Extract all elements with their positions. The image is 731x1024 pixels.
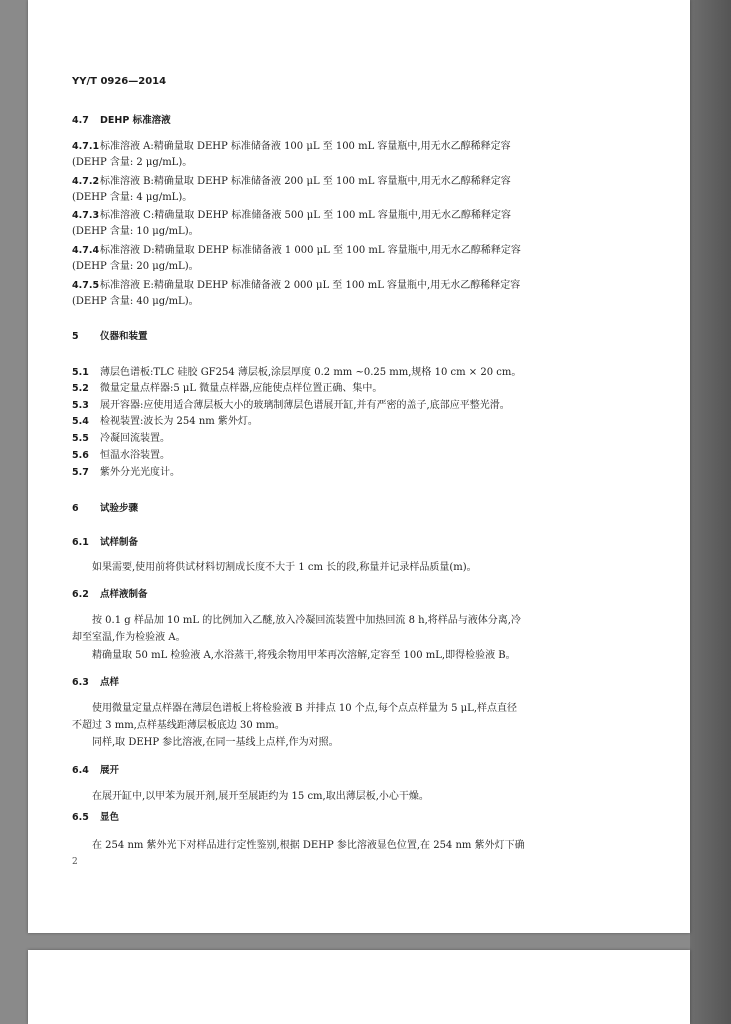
- section-6-4-paragraph: 在展开缸中,以甲苯为展开剂,展开至展距约为 15 cm,取出薄层板,小心干燥。: [92, 791, 429, 802]
- clause-4-7-2: 4.7.2标准溶液 B:精确量取 DEHP 标准储备液 200 μL 至 100 mL 容量瓶中,用无水乙醇稀释定容: [72, 176, 511, 187]
- section-6-3-heading: 6.3 点样: [72, 677, 120, 688]
- viewer-scroll-gutter: [690, 0, 731, 1024]
- clause-4-7-4: 4.7.4标准溶液 D:精确量取 DEHP 标准储备液 1 000 μL 至 100 mL 容量瓶中,用无水乙醇稀释定容: [72, 245, 521, 256]
- page-number: 2: [72, 857, 78, 867]
- section-5-heading: 5 仪器和装置: [72, 331, 148, 342]
- section-6-2-paragraph-1-cont: 却至室温,作为检验液 A。: [72, 632, 186, 643]
- clause-5-4: 5.4 检视装置:波长为 254 nm 紫外灯。: [72, 416, 258, 427]
- section-4-7-heading: 4.7 DEHP 标准溶液: [72, 115, 171, 126]
- next-document-page: [28, 950, 690, 1024]
- clause-4-7-4-cont: (DEHP 含量: 20 μg/mL)。: [72, 261, 199, 272]
- clause-4-7-3: 4.7.3标准溶液 C:精确量取 DEHP 标准储备液 500 μL 至 100 mL 容量瓶中,用无水乙醇稀释定容: [72, 210, 512, 221]
- clause-4-7-1-cont: (DEHP 含量: 2 μg/mL)。: [72, 157, 193, 168]
- clause-5-1: 5.1 薄层色谱板:TLC 硅胶 GF254 薄层板,涂层厚度 0.2 mm ~0.25 mm,规格 10 cm × 20 cm。: [72, 367, 522, 378]
- clause-4-7-5: 4.7.5标准溶液 E:精确量取 DEHP 标准储备液 2 000 μL 至 100 mL 容量瓶中,用无水乙醇稀释定容: [72, 280, 521, 291]
- standard-header: YY/T 0926—2014: [72, 76, 167, 87]
- clause-5-3: 5.3 展开容器:应使用适合薄层板大小的玻璃制薄层色谱展开缸,并有严密的盖子,底部应平整光滑。: [72, 400, 510, 411]
- section-6-5-paragraph: 在 254 nm 紫外光下对样品进行定性鉴别,根据 DEHP 参比溶液显色位置,在 254 nm 紫外灯下确: [92, 840, 525, 851]
- section-6-4-heading: 6.4 展开: [72, 765, 120, 776]
- section-6-2-heading: 6.2 点样液制备: [72, 589, 148, 600]
- clause-5-6: 5.6 恒温水浴装置。: [72, 450, 170, 461]
- clause-4-7-1: 4.7.1标准溶液 A:精确量取 DEHP 标准储备液 100 μL 至 100 mL 容量瓶中,用无水乙醇稀释定容: [72, 141, 511, 152]
- section-6-3-paragraph-1: 使用微量定量点样器在薄层色谱板上将检验液 B 并排点 10 个点,每个点点样量为 5 μL,样点直径: [92, 703, 518, 714]
- section-6-3-paragraph-2: 同样,取 DEHP 参比溶液,在同一基线上点样,作为对照。: [92, 737, 339, 748]
- section-6-3-paragraph-1-cont: 不超过 3 mm,点样基线距薄层板底边 30 mm。: [72, 720, 285, 731]
- section-6-2-paragraph-1: 按 0.1 g 样品加 10 mL 的比例加入乙醚,放入冷凝回流装置中加热回流 8 h,将样品与液体分离,冷: [92, 615, 521, 626]
- clause-4-7-3-cont: (DEHP 含量: 10 μg/mL)。: [72, 226, 199, 237]
- section-6-heading: 6 试验步骤: [72, 503, 139, 514]
- section-6-1-paragraph: 如果需要,使用前将供试材料切割成长度不大于 1 cm 长的段,称量并记录样品质量(m)。: [92, 562, 477, 573]
- section-6-1-heading: 6.1 试样制备: [72, 537, 139, 548]
- clause-4-7-2-cont: (DEHP 含量: 4 μg/mL)。: [72, 192, 193, 203]
- clause-5-5: 5.5 冷凝回流装置。: [72, 433, 170, 444]
- clause-4-7-5-cont: (DEHP 含量: 40 μg/mL)。: [72, 296, 199, 307]
- document-page: [28, 0, 690, 933]
- section-6-2-paragraph-2: 精确量取 50 mL 检验液 A,水浴蒸干,将残余物用甲苯再次溶解,定容至 100 mL,即得检验液 B。: [92, 650, 516, 661]
- section-6-5-heading: 6.5 显色: [72, 812, 120, 823]
- clause-5-7: 5.7 紫外分光光度计。: [72, 467, 180, 478]
- clause-5-2: 5.2 微量定量点样器:5 μL 微量点样器,应能使点样位置正确、集中。: [72, 383, 383, 394]
